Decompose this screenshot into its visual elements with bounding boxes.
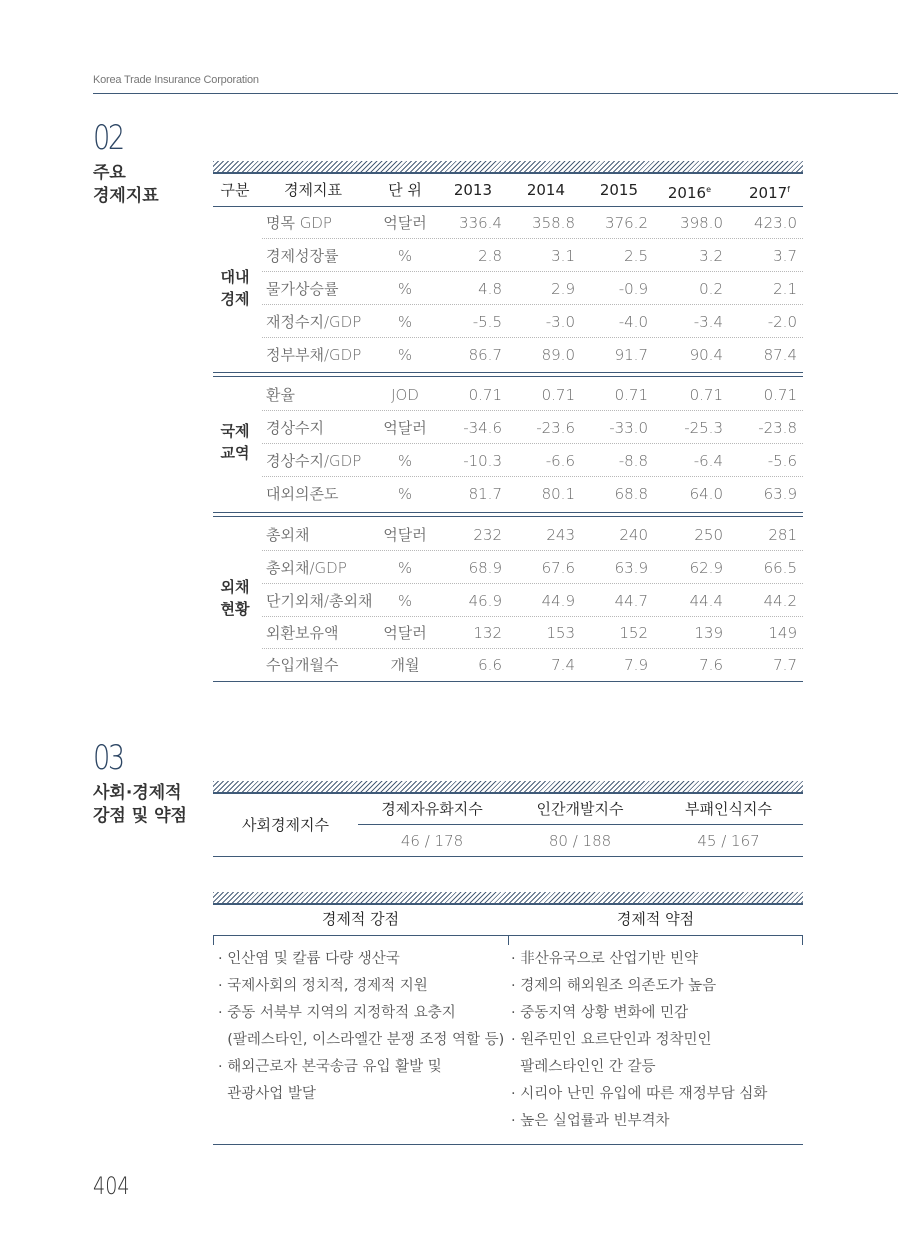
group-divider: [213, 372, 803, 373]
table-top-rule: [213, 903, 803, 905]
table-row: 환율 JOD 0.71 0.71 0.71 0.71 0.71: [266, 386, 797, 404]
table-hatch-band: [213, 161, 803, 172]
group-label: 국제 교역: [220, 422, 250, 462]
header-rule: [213, 206, 803, 207]
list-item: (팔레스타인, 이스라엘간 분쟁 조정 역할 등): [218, 1032, 505, 1048]
strengths-list: [218, 946, 504, 1108]
table-row: 단기외채/총외채 % 46.9 44.9 44.7 44.4 44.2: [266, 592, 797, 610]
group-divider: [213, 376, 803, 377]
index-bottom-rule: [213, 856, 803, 857]
table-bottom-rule: [213, 681, 803, 682]
list-item: · 시리아 난민 유입에 따른 재정부담 심화: [511, 1086, 768, 1102]
group-divider: [213, 516, 803, 517]
section-title: 주요 경제지표: [93, 163, 159, 206]
index-header-rule: [358, 824, 803, 825]
list-item: · 높은 실업률과 빈부격차: [511, 1113, 670, 1129]
list-item: · 非산유국으로 산업기반 빈약: [511, 951, 699, 967]
table-row: 경상수지/GDP % -10.3 -6.6 -8.8 -6.4 -5.6: [266, 452, 797, 470]
table-row: 수입개월수 개월 6.6 7.4 7.9 7.6 7.7: [266, 656, 797, 674]
table-header-row: [0, 181, 898, 202]
group-divider: [213, 512, 803, 513]
header-year: 2017$^f$: [748, 184, 790, 202]
table-row: 경제성장률 % 2.8 3.1 2.5 3.2 3.7: [266, 247, 797, 265]
header-year: 2014: [526, 181, 565, 199]
list-item: · 인산염 및 칼륨 다량 생산국: [218, 951, 400, 967]
table-top-rule: [213, 792, 803, 794]
index-row-label: 사회경제지수: [242, 816, 329, 834]
table-row: 경상수지 억달러 -34.6 -23.6 -33.0 -25.3 -23.8: [266, 419, 797, 437]
table-row: 물가상승률 % 4.8 2.9 -0.9 0.2 2.1: [266, 280, 797, 298]
table-hatch-band: [213, 892, 803, 903]
table-hatch-band: [213, 781, 803, 792]
table-row: 대외의존도 % 81.7 80.1 68.8 64.0 63.9: [266, 485, 797, 503]
header-year: 2015: [599, 181, 638, 199]
index-value: 80 / 188: [548, 832, 612, 850]
header-year: 2013: [453, 181, 492, 199]
header-group: 구분: [220, 181, 250, 199]
section-number: 02: [93, 118, 123, 158]
strengths-header: 경제적 강점: [321, 910, 400, 928]
section-title: 사회·경제적 강점 및 약점: [93, 783, 187, 826]
list-item: · 경제의 해외원조 의존도가 높음: [511, 978, 717, 994]
weaknesses-list: [511, 946, 767, 1135]
index-value: 45 / 167: [697, 832, 760, 850]
index-value: 46 / 178: [400, 832, 464, 850]
table-row: 재정수지/GDP % -5.5 -3.0 -4.0 -3.4 -2.0: [266, 313, 797, 331]
index-header: 부패인식지수: [685, 800, 772, 818]
table-row: 정부부채/GDP % 86.7 89.0 91.7 90.4 87.4: [266, 346, 797, 364]
list-item: · 국제사회의 정치적, 경제적 지원: [218, 978, 428, 994]
page-number: 404: [93, 1172, 130, 1200]
header-year: 2016e: [667, 184, 711, 202]
sw-bottom-rule: [213, 1144, 803, 1145]
table-row: 총외채/GDP % 68.9 67.6 63.9 62.9 66.5: [266, 559, 797, 577]
list-item: · 중동 서북부 지역의 지정학적 요충지: [218, 1005, 456, 1021]
index-header: 경제자유화지수: [381, 800, 483, 818]
header-org: Korea Trade Insurance Corporation: [93, 74, 259, 86]
table-top-rule: [213, 172, 803, 174]
list-item: · 해외근로자 본국송금 유입 활발 및: [218, 1059, 442, 1075]
weaknesses-header: 경제적 약점: [616, 910, 695, 928]
list-item: · 중동지역 상황 변화에 민감: [511, 1005, 689, 1021]
index-header: 인간개발지수: [536, 800, 624, 818]
group-label: 외채 현황: [220, 578, 250, 618]
header-divider: [93, 93, 898, 94]
list-item: 관광사업 발달: [218, 1086, 316, 1102]
group-label: 대내 경제: [220, 268, 250, 308]
table-row: 외환보유액 억달러 132 153 152 139 149: [266, 624, 797, 642]
table-row: 총외채 억달러 232 243 240 250 281: [266, 526, 797, 544]
section-number: 03: [93, 738, 123, 778]
header-unit: 단 위: [388, 181, 422, 199]
list-item: 팔레스타인인 간 갈등: [511, 1059, 656, 1075]
header-indicator: 경제지표: [284, 181, 342, 199]
list-item: · 원주민인 요르단인과 정착민인: [511, 1032, 712, 1048]
table-row: 명목 GDP 억달러 336.4 358.8 376.2 398.0 423.0: [266, 214, 797, 232]
